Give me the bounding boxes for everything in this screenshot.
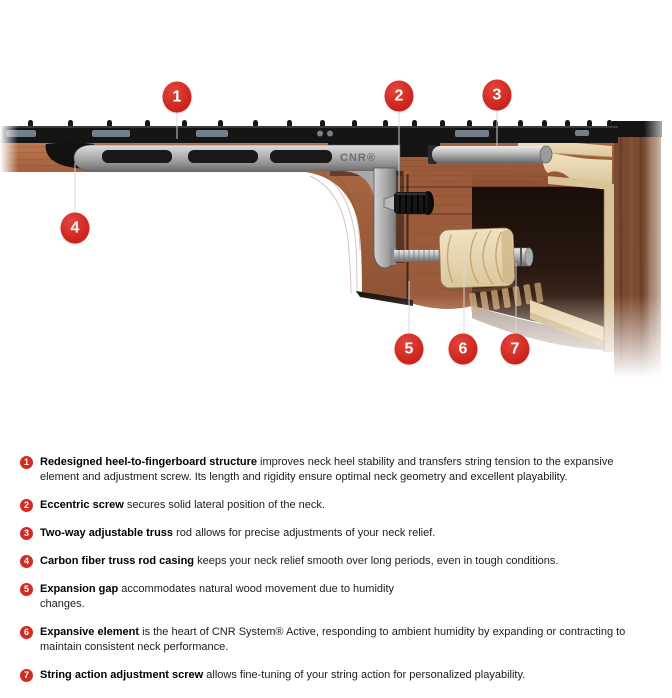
legend-desc-4: keeps your neck relief smooth over long periods, even in tough conditions. [194,555,559,567]
marker-2 [385,81,414,112]
legend-badge-4: 4 [20,555,33,568]
bracket-embossed-label: CNR® [340,152,376,164]
legend-text-3 [40,526,435,541]
marker-5-number: 5 [404,340,414,357]
legend-item-1 [20,455,650,485]
marker-1 [163,82,192,113]
legend-text-2 [40,498,325,513]
legend-item-3 [20,526,650,541]
legend-badge-2: 2 [20,499,33,512]
legend-text-7 [40,668,525,683]
legend-text-1 [40,455,650,485]
left-fade [0,118,18,180]
legend-badge-1: 1 [20,456,33,469]
bracket-slots [102,150,332,163]
legend-item-5 [20,582,650,612]
legend-bold-5: Expansion gap [40,583,119,595]
bracket-shadow [396,171,404,263]
marker-5 [395,334,424,365]
legend-desc-3: rod allows for precise adjustments of your neck relief. [173,527,436,539]
legend [0,440,672,683]
legend-badge-7: 7 [20,669,33,682]
marker-6-number: 6 [458,340,468,357]
legend-desc-1: improves neck heel stability and transfers string tension to the expansive element and adjustment screw. Its length and rigidity ensure optimal neck geometry and excellent playability. [40,456,614,483]
legend-desc-5: accommodates natural wood movement due to humidity changes. [40,583,395,610]
legend-badge-6: 6 [20,626,33,639]
legend-desc-6: is the heart of CNR System® Active, responding to ambient humidity by expanding or contracting to maintain consistent neck performance. [40,626,626,653]
legend-bold-2: Eccentric screw [40,499,124,511]
marker-7-number: 7 [510,340,520,357]
legend-item-7 [20,668,650,683]
fingerboard [0,120,618,143]
marker-4 [61,213,90,244]
legend-item-4 [20,554,650,569]
expansive-element [439,228,515,294]
legend-item-6 [20,625,650,655]
legend-desc-2: secures solid lateral position of the neck. [123,499,325,511]
legend-text-4 [40,554,558,569]
legend-bold-4: Carbon fiber truss rod casing [40,555,195,567]
legend-bold-3: Two-way adjustable truss [40,527,174,539]
truss-rod [428,145,552,164]
legend-desc-7: allows fine-tuning of your string action for personalized playability. [203,669,526,681]
marker-3 [483,80,512,111]
marker-6 [449,334,478,365]
marker-7 [501,334,530,365]
marker-2-number: 2 [394,87,404,104]
legend-badge-5: 5 [20,583,33,596]
legend-bold-7: String action adjustment screw [40,669,204,681]
legend-bold-6: Expansive element [40,626,140,638]
legend-badge-3: 3 [20,527,33,540]
legend-item-2 [20,498,650,513]
legend-text-6 [40,625,650,655]
marker-3-number: 3 [492,86,502,103]
marker-4-number: 4 [70,219,80,236]
legend-text-5 [40,582,400,612]
legend-bold-1: Redesigned heel-to-fingerboard structure [40,456,257,468]
marker-1-number: 1 [172,88,182,105]
